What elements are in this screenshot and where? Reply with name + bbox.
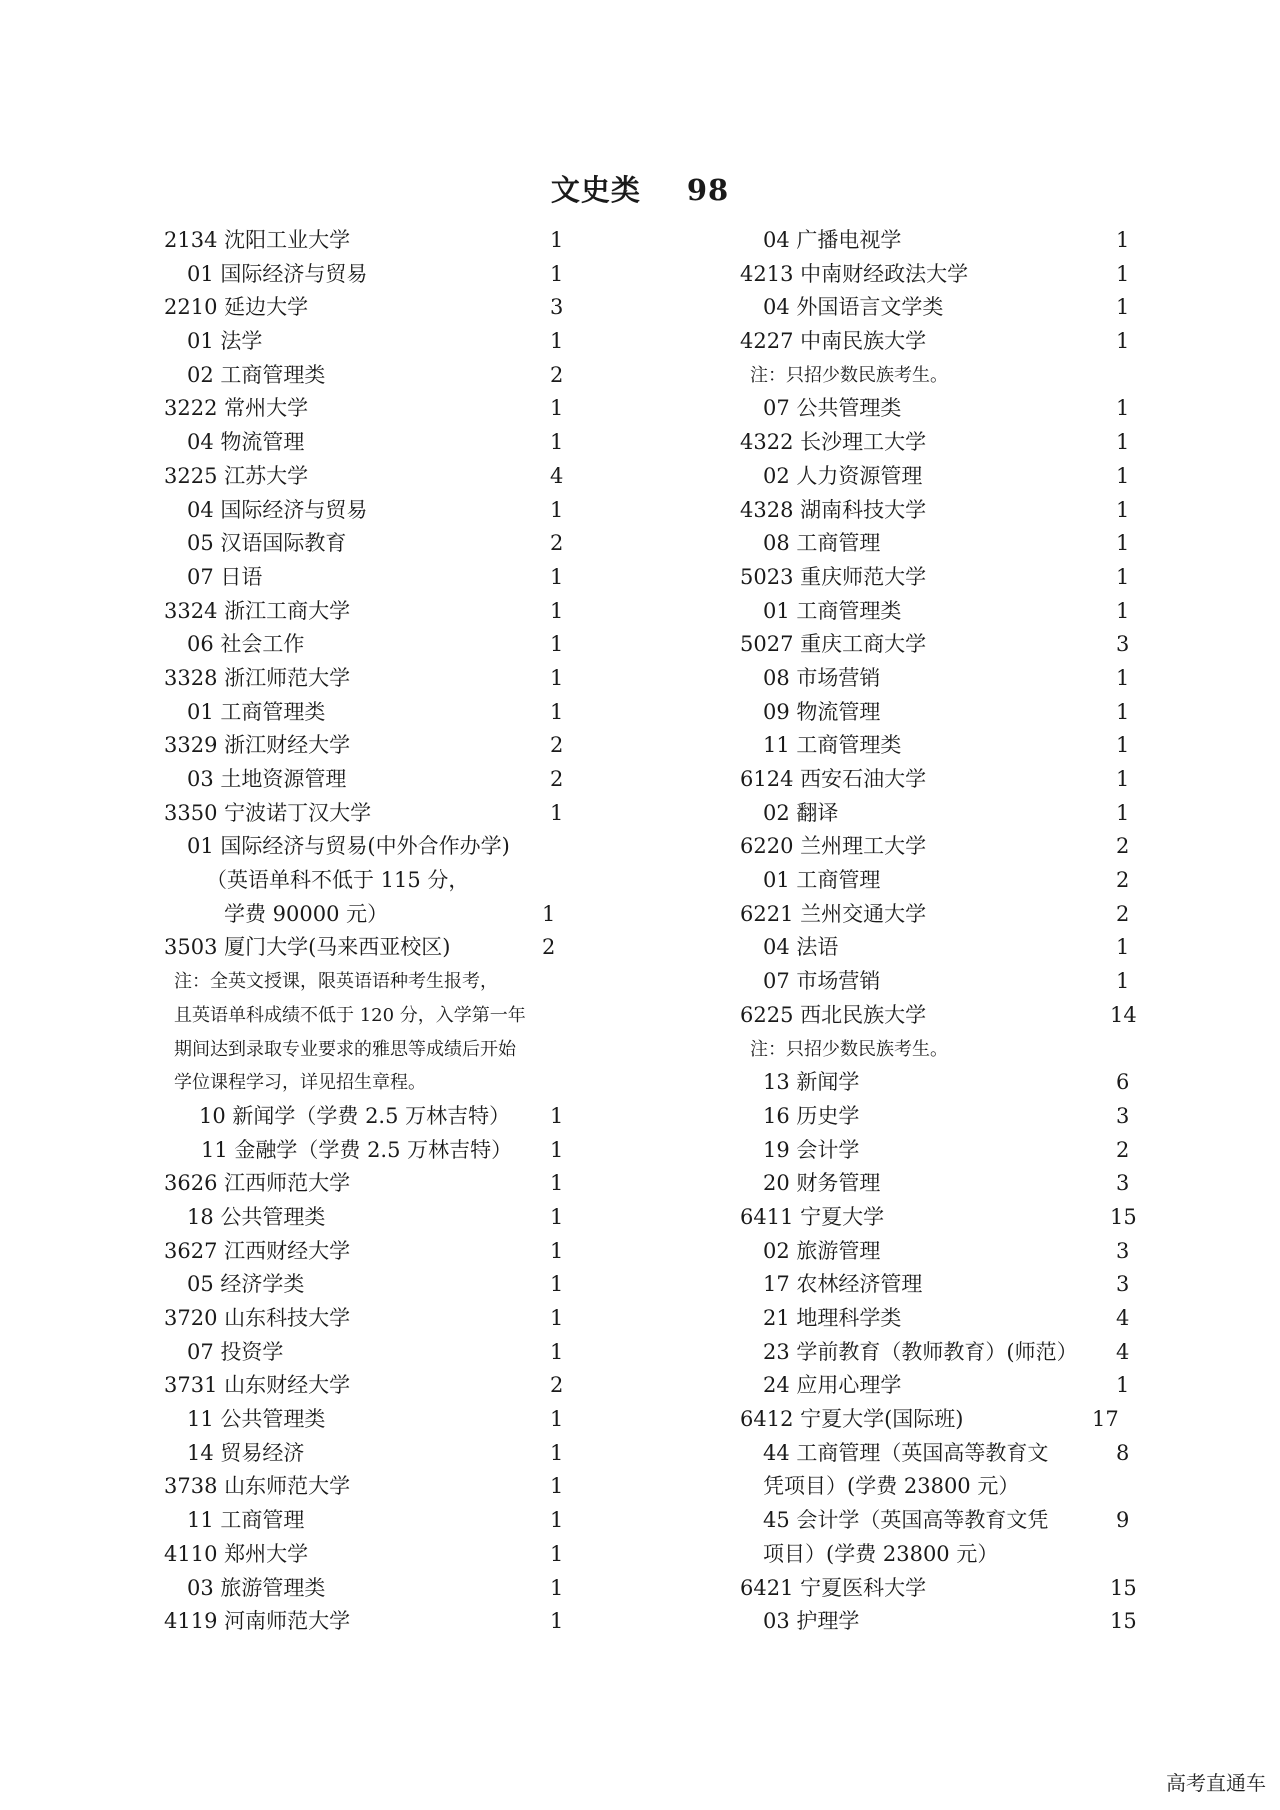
row-label: 4227 中南民族大学 bbox=[740, 329, 927, 354]
row-count: 1 bbox=[550, 1306, 564, 1330]
row-label: 19 会计学 bbox=[763, 1137, 860, 1162]
note-row bbox=[164, 999, 574, 1033]
school-row bbox=[164, 1235, 574, 1269]
watermark: 高考直通车 bbox=[1166, 1771, 1266, 1795]
major-row bbox=[740, 931, 1140, 965]
row-label: 17 农林经济管理 bbox=[763, 1272, 923, 1297]
row-label: 02 人力资源管理 bbox=[763, 463, 923, 488]
row-label: 3731 山东财经大学 bbox=[164, 1373, 351, 1398]
row-label: 13 新闻学 bbox=[763, 1070, 860, 1095]
row-label: 3503 厦门大学(马来西亚校区) bbox=[164, 935, 451, 960]
school-row bbox=[740, 561, 1140, 595]
row-count: 2 bbox=[550, 1373, 564, 1398]
row-count: 3 bbox=[1116, 1238, 1130, 1263]
row-count: 15 bbox=[1110, 1609, 1137, 1634]
page-number: 98 bbox=[686, 173, 730, 207]
page-title bbox=[0, 168, 1280, 209]
row-count: 1 bbox=[550, 1508, 564, 1533]
school-row bbox=[164, 1167, 574, 1201]
row-label: 4119 河南师范大学 bbox=[164, 1609, 351, 1634]
row-count: 1 bbox=[550, 497, 564, 522]
row-count: 1 bbox=[1116, 699, 1130, 724]
row-label: 03 旅游管理类 bbox=[187, 1575, 326, 1600]
major-row bbox=[164, 1201, 574, 1235]
row-label: 3328 浙江师范大学 bbox=[164, 665, 351, 690]
row-count: 1 bbox=[550, 1575, 564, 1600]
major-row bbox=[164, 1100, 574, 1134]
school-row bbox=[740, 1572, 1140, 1606]
row-count: 6 bbox=[1116, 1070, 1130, 1095]
row-count: 1 bbox=[550, 1609, 564, 1634]
row-label: 04 国际经济与贸易 bbox=[187, 497, 368, 522]
row-label: 6225 西北民族大学 bbox=[740, 1002, 927, 1027]
row-label: 学位课程学习，详见招生章程。 bbox=[174, 1072, 426, 1094]
school-row bbox=[164, 224, 574, 258]
row-label: 3225 江苏大学 bbox=[164, 463, 309, 488]
row-count: 2 bbox=[550, 767, 564, 791]
row-label: 11 工商管理 bbox=[187, 1508, 305, 1533]
major-row bbox=[740, 965, 1140, 999]
row-label: 3720 山东科技大学 bbox=[164, 1306, 351, 1330]
major-row bbox=[164, 1336, 574, 1370]
row-label: 01 工商管理 bbox=[763, 868, 881, 893]
row-count: 2 bbox=[550, 531, 564, 556]
row-count: 3 bbox=[1116, 1103, 1130, 1128]
major-row bbox=[164, 527, 574, 561]
row-count: 3 bbox=[550, 295, 564, 320]
row-label: 44 工商管理（英国高等教育文 bbox=[763, 1440, 1049, 1465]
major-row bbox=[164, 426, 574, 460]
major-row bbox=[164, 898, 574, 932]
row-count: 1 bbox=[550, 1204, 564, 1229]
major-row bbox=[164, 1403, 574, 1437]
school-row bbox=[164, 1470, 574, 1504]
row-label: 3627 江西财经大学 bbox=[164, 1238, 351, 1263]
row-count: 1 bbox=[550, 1171, 564, 1196]
note-row bbox=[164, 1066, 574, 1100]
row-label: 3222 常州大学 bbox=[164, 396, 309, 421]
row-count: 3 bbox=[1116, 1272, 1130, 1297]
school-row bbox=[164, 460, 574, 494]
major-row bbox=[740, 729, 1140, 763]
row-count: 14 bbox=[1110, 1002, 1137, 1027]
row-count: 1 bbox=[1116, 396, 1130, 421]
school-row bbox=[740, 628, 1140, 662]
row-label: 10 新闻学（学费 2.5 万林吉特） bbox=[199, 1103, 511, 1128]
row-label: 21 地理科学类 bbox=[763, 1306, 902, 1330]
row-count: 2 bbox=[1116, 834, 1130, 859]
major-row bbox=[164, 258, 574, 292]
row-label: 6220 兰州理工大学 bbox=[740, 834, 927, 859]
row-label: 04 外国语言文学类 bbox=[763, 295, 944, 320]
school-row bbox=[164, 1605, 574, 1639]
major-row bbox=[164, 864, 574, 898]
row-label: 11 工商管理类 bbox=[763, 733, 902, 758]
row-count: 1 bbox=[1116, 261, 1130, 286]
major-row bbox=[740, 460, 1140, 494]
major-row bbox=[164, 628, 574, 662]
row-count: 2 bbox=[550, 362, 564, 387]
row-count: 2 bbox=[1116, 1137, 1130, 1162]
row-label: 07 投资学 bbox=[187, 1339, 284, 1364]
major-row bbox=[164, 325, 574, 359]
row-label: 03 护理学 bbox=[763, 1609, 860, 1634]
row-count: 1 bbox=[550, 598, 564, 623]
row-count: 15 bbox=[1110, 1204, 1137, 1229]
row-count: 1 bbox=[1116, 430, 1130, 455]
row-label: 11 公共管理类 bbox=[187, 1407, 326, 1432]
row-label: 23 学前教育（教师教育）(师范） bbox=[763, 1339, 1078, 1364]
major-row bbox=[740, 1302, 1140, 1336]
major-row bbox=[740, 1336, 1140, 1370]
row-label: 6221 兰州交通大学 bbox=[740, 901, 927, 926]
row-count: 1 bbox=[550, 261, 564, 286]
row-count: 1 bbox=[550, 699, 564, 724]
row-count: 1 bbox=[550, 665, 564, 690]
school-row bbox=[164, 729, 574, 763]
major-row bbox=[740, 392, 1140, 426]
row-label: 3626 江西师范大学 bbox=[164, 1171, 351, 1196]
row-count: 1 bbox=[1116, 463, 1130, 488]
row-label: 03 土地资源管理 bbox=[187, 767, 347, 791]
major-row bbox=[164, 830, 574, 864]
row-count: 9 bbox=[1116, 1508, 1130, 1533]
row-label: 04 法语 bbox=[763, 935, 839, 960]
row-count: 1 bbox=[1116, 733, 1130, 758]
note-row bbox=[164, 965, 574, 999]
row-label: 18 公共管理类 bbox=[187, 1204, 326, 1229]
row-count: 1 bbox=[550, 1238, 564, 1263]
major-row bbox=[740, 1504, 1140, 1538]
major-row bbox=[164, 359, 574, 393]
row-count: 2 bbox=[1116, 868, 1130, 893]
row-label: 注：只招少数民族考生。 bbox=[750, 1038, 948, 1060]
major-row bbox=[740, 662, 1140, 696]
major-row bbox=[164, 1572, 574, 1606]
school-row bbox=[740, 258, 1140, 292]
row-label: 学费 90000 元） bbox=[224, 901, 389, 926]
major-row bbox=[740, 797, 1140, 831]
row-count: 1 bbox=[550, 396, 564, 421]
school-row bbox=[740, 1201, 1140, 1235]
row-count: 3 bbox=[1116, 1171, 1130, 1196]
school-row bbox=[164, 595, 574, 629]
row-label: 4110 郑州大学 bbox=[164, 1541, 309, 1566]
row-count: 1 bbox=[550, 430, 564, 455]
major-row bbox=[740, 1235, 1140, 1269]
school-row bbox=[164, 797, 574, 831]
major-row bbox=[740, 1167, 1140, 1201]
school-row bbox=[740, 426, 1140, 460]
major-row bbox=[740, 291, 1140, 325]
major-row bbox=[740, 696, 1140, 730]
school-row bbox=[164, 1369, 574, 1403]
row-count: 1 bbox=[1116, 598, 1130, 623]
row-label: 45 会计学（英国高等教育文凭 bbox=[763, 1508, 1049, 1533]
major-row bbox=[164, 561, 574, 595]
row-label: 01 国际经济与贸易 bbox=[187, 261, 368, 286]
major-row bbox=[740, 1369, 1140, 1403]
note-row bbox=[740, 359, 1140, 393]
row-label: 3324 浙江工商大学 bbox=[164, 598, 351, 623]
row-label: 02 旅游管理 bbox=[763, 1238, 881, 1263]
row-count: 1 bbox=[542, 901, 556, 926]
row-label: 2210 延边大学 bbox=[164, 295, 309, 320]
row-count: 8 bbox=[1116, 1440, 1130, 1465]
school-row bbox=[164, 1302, 574, 1336]
row-label: 6124 西安石油大学 bbox=[740, 767, 927, 791]
major-row bbox=[164, 1268, 574, 1302]
row-label: 02 翻译 bbox=[763, 800, 839, 825]
row-label: 14 贸易经济 bbox=[187, 1440, 305, 1465]
row-label: 07 公共管理类 bbox=[763, 396, 902, 421]
row-label: 3738 山东师范大学 bbox=[164, 1474, 351, 1499]
school-row bbox=[164, 931, 574, 965]
major-row bbox=[740, 864, 1140, 898]
row-count: 1 bbox=[550, 228, 564, 252]
row-label: 20 财务管理 bbox=[763, 1171, 881, 1196]
row-label: 项目）(学费 23800 元） bbox=[763, 1541, 999, 1566]
row-count: 1 bbox=[550, 564, 564, 589]
major-row bbox=[740, 1538, 1140, 1572]
row-label: 注：只招少数民族考生。 bbox=[750, 364, 948, 386]
major-row bbox=[740, 1605, 1140, 1639]
row-count: 1 bbox=[1116, 969, 1130, 994]
row-label: 07 市场营销 bbox=[763, 969, 881, 994]
school-row bbox=[740, 325, 1140, 359]
school-row bbox=[164, 392, 574, 426]
row-label: 6412 宁夏大学(国际班) bbox=[740, 1407, 964, 1432]
school-row bbox=[740, 763, 1140, 797]
major-row bbox=[164, 1504, 574, 1538]
row-label: 05 经济学类 bbox=[187, 1272, 305, 1297]
major-row bbox=[164, 696, 574, 730]
row-label: （英语单科不低于 115 分， bbox=[206, 868, 470, 893]
row-label: 01 国际经济与贸易(中外合作办学) bbox=[187, 834, 510, 859]
row-label: 且英语单科成绩不低于 120 分，入学第一年 bbox=[174, 1004, 526, 1026]
row-count: 4 bbox=[1116, 1339, 1130, 1364]
row-label: 5027 重庆工商大学 bbox=[740, 632, 927, 657]
row-count: 2 bbox=[1116, 901, 1130, 926]
row-count: 1 bbox=[550, 1407, 564, 1432]
note-row bbox=[740, 1033, 1140, 1067]
row-label: 01 法学 bbox=[187, 329, 263, 354]
row-label: 02 工商管理类 bbox=[187, 362, 326, 387]
row-count: 1 bbox=[1116, 767, 1130, 791]
row-count: 1 bbox=[550, 800, 564, 825]
row-count: 1 bbox=[550, 1440, 564, 1465]
row-label: 01 工商管理类 bbox=[187, 699, 326, 724]
school-row bbox=[164, 662, 574, 696]
major-row bbox=[740, 527, 1140, 561]
row-label: 09 物流管理 bbox=[763, 699, 881, 724]
major-row bbox=[740, 1268, 1140, 1302]
major-row bbox=[740, 1066, 1140, 1100]
row-label: 08 工商管理 bbox=[763, 531, 881, 556]
row-label: 5023 重庆师范大学 bbox=[740, 564, 927, 589]
row-count: 17 bbox=[1092, 1407, 1119, 1432]
school-row bbox=[740, 494, 1140, 528]
row-count: 1 bbox=[1116, 329, 1130, 354]
row-label: 04 物流管理 bbox=[187, 430, 305, 455]
row-count: 1 bbox=[1116, 564, 1130, 589]
category-title: 文史类 bbox=[550, 173, 641, 207]
row-count: 1 bbox=[550, 1103, 564, 1128]
row-label: 4328 湖南科技大学 bbox=[740, 497, 927, 522]
row-count: 1 bbox=[550, 1541, 564, 1566]
row-count: 1 bbox=[550, 632, 564, 657]
major-row bbox=[740, 224, 1140, 258]
row-count: 15 bbox=[1110, 1575, 1137, 1600]
row-label: 6421 宁夏医科大学 bbox=[740, 1575, 927, 1600]
major-row bbox=[740, 1470, 1140, 1504]
row-count: 1 bbox=[1116, 228, 1130, 252]
row-count: 2 bbox=[550, 733, 564, 758]
school-row bbox=[740, 830, 1140, 864]
major-row bbox=[740, 1437, 1140, 1471]
row-count: 2 bbox=[542, 935, 556, 960]
row-count: 1 bbox=[550, 329, 564, 354]
row-count: 1 bbox=[1116, 665, 1130, 690]
school-row bbox=[740, 999, 1140, 1033]
major-row bbox=[740, 595, 1140, 629]
school-row bbox=[164, 1538, 574, 1572]
school-row bbox=[164, 291, 574, 325]
row-label: 11 金融学（学费 2.5 万林吉特） bbox=[201, 1137, 513, 1162]
row-count: 1 bbox=[550, 1339, 564, 1364]
row-count: 1 bbox=[1116, 497, 1130, 522]
row-label: 16 历史学 bbox=[763, 1103, 860, 1128]
row-label: 注：全英文授课，限英语语种考生报考， bbox=[174, 971, 498, 993]
row-count: 3 bbox=[1116, 632, 1130, 657]
right-column bbox=[740, 224, 1140, 1639]
row-label: 凭项目）(学费 23800 元） bbox=[763, 1474, 1020, 1499]
row-label: 06 社会工作 bbox=[187, 632, 305, 657]
row-count: 1 bbox=[550, 1272, 564, 1297]
major-row bbox=[740, 1134, 1140, 1168]
row-label: 期间达到录取专业要求的雅思等成绩后开始 bbox=[174, 1038, 516, 1060]
row-count: 1 bbox=[1116, 800, 1130, 825]
row-label: 2134 沈阳工业大学 bbox=[164, 228, 351, 252]
row-label: 3329 浙江财经大学 bbox=[164, 733, 351, 758]
row-count: 1 bbox=[1116, 935, 1130, 960]
row-label: 4213 中南财经政法大学 bbox=[740, 261, 969, 286]
major-row bbox=[164, 763, 574, 797]
left-column bbox=[164, 224, 574, 1639]
major-row bbox=[164, 494, 574, 528]
row-label: 24 应用心理学 bbox=[763, 1373, 902, 1398]
row-count: 1 bbox=[1116, 295, 1130, 320]
school-row bbox=[740, 1403, 1140, 1437]
school-row bbox=[740, 898, 1140, 932]
row-label: 6411 宁夏大学 bbox=[740, 1204, 885, 1229]
major-row bbox=[164, 1437, 574, 1471]
row-count: 1 bbox=[1116, 531, 1130, 556]
major-row bbox=[164, 1134, 574, 1168]
row-label: 01 工商管理类 bbox=[763, 598, 902, 623]
row-count: 1 bbox=[1116, 1373, 1130, 1398]
row-label: 3350 宁波诺丁汉大学 bbox=[164, 800, 372, 825]
row-label: 07 日语 bbox=[187, 564, 263, 589]
row-count: 4 bbox=[550, 463, 564, 488]
row-label: 04 广播电视学 bbox=[763, 228, 902, 252]
row-count: 4 bbox=[1116, 1306, 1130, 1330]
row-label: 08 市场营销 bbox=[763, 665, 881, 690]
row-label: 05 汉语国际教育 bbox=[187, 531, 347, 556]
row-count: 1 bbox=[550, 1137, 564, 1162]
major-row bbox=[740, 1100, 1140, 1134]
note-row bbox=[164, 1033, 574, 1067]
row-count: 1 bbox=[550, 1474, 564, 1499]
row-label: 4322 长沙理工大学 bbox=[740, 430, 927, 455]
